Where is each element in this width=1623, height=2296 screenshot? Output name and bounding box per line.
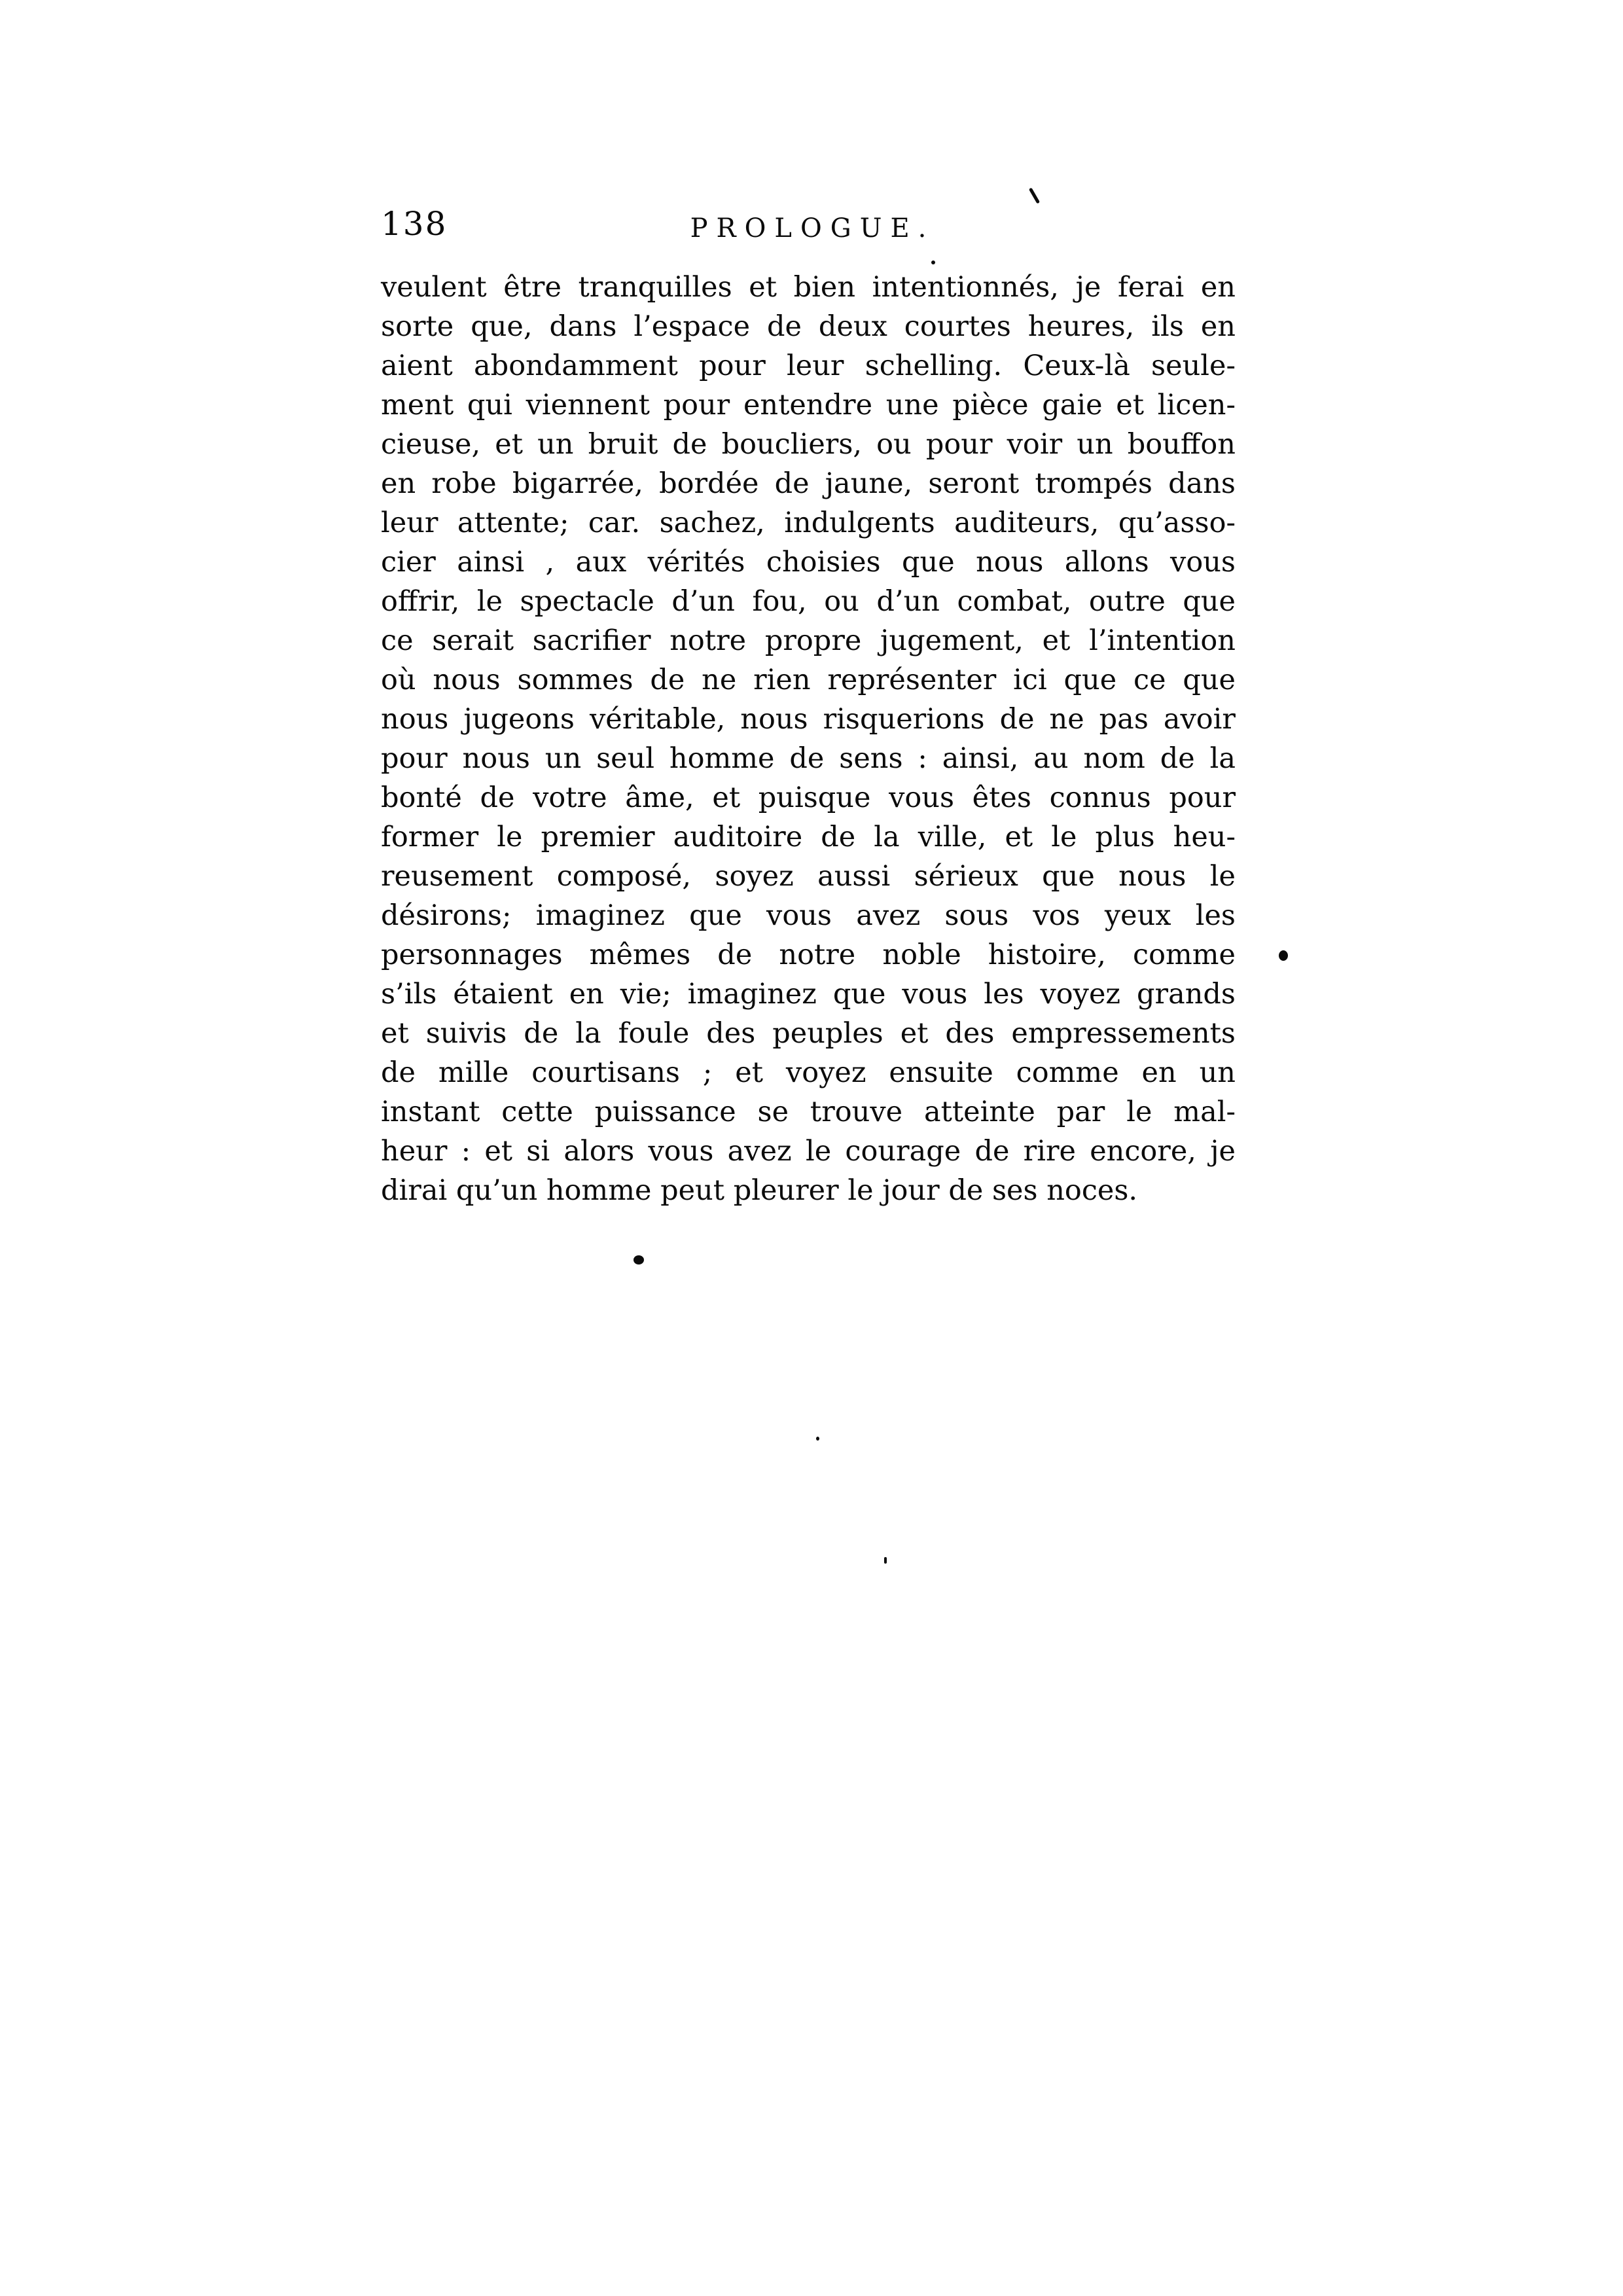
scan-speck-right-margin [1279,950,1288,961]
text-line: ce serait sacrifier notre propre jugement, et l’intention [381,624,1236,657]
text-line: pour nous un seul homme de sens : ainsi, au nom de la [381,742,1236,775]
scan-speck-below-text [633,1255,644,1265]
page-number: 138 [381,205,448,243]
scan-speck-under-title [931,260,935,264]
text-line: instant cette puissance se trouve atteinte par le mal- [381,1096,1236,1128]
text-line: et suivis de la foule des peuples et des empressements [381,1017,1236,1050]
text-line: aient abondamment pour leur schelling. Ceux-là seule- [381,350,1236,382]
text-line: heur : et si alors vous avez le courage de rire encore, je [381,1135,1236,1168]
text-line: leur attente; car. sachez, indulgents auditeurs, qu’asso- [381,507,1236,539]
scan-speck-lower-1 [816,1437,819,1441]
body-text [381,268,1236,1210]
text-line: sorte que, dans l’espace de deux courtes heures, ils en [381,310,1236,343]
text-line: cieuse, et un bruit de boucliers, ou pour voir un bouffon [381,428,1236,461]
text-line: cier ainsi , aux vérités choisies que nous allons vous [381,546,1236,579]
text-line: où nous sommes de ne rien représenter ici que ce que [381,664,1236,696]
running-title: PROLOGUE. [690,213,935,243]
text-line: bonté de votre âme, et puisque vous êtes connus pour [381,781,1236,814]
text-line: nous jugeons véritable, nous risquerions de ne pas avoir [381,703,1236,736]
text-line: former le premier auditoire de la ville, et le plus heu- [381,821,1236,853]
text-line: s’ils étaient en vie; imaginez que vous les voyez grands [381,978,1236,1011]
scan-speck-lower-2 [884,1557,887,1564]
text-line: veulent être tranquilles et bien intentionnés, je ferai en [381,271,1236,304]
text-line: en robe bigarrée, bordée de jaune, seront trompés dans [381,467,1236,500]
scan-accent-mark-icon [1029,187,1040,204]
text-line: ment qui viennent pour entendre une pièce gaie et licen- [381,389,1236,422]
text-line: personnages mêmes de notre noble histoire, comme [381,939,1236,971]
text-line: de mille courtisans ; et voyez ensuite comme en un [381,1056,1236,1089]
text-line: désirons; imaginez que vous avez sous vos yeux les [381,899,1236,932]
text-line: dirai qu’un homme peut pleurer le jour de ses noces. [381,1174,1138,1207]
text-line: offrir, le spectacle d’un fou, ou d’un combat, outre que [381,585,1236,618]
text-line: reusement composé, soyez aussi sérieux que nous le [381,860,1236,893]
